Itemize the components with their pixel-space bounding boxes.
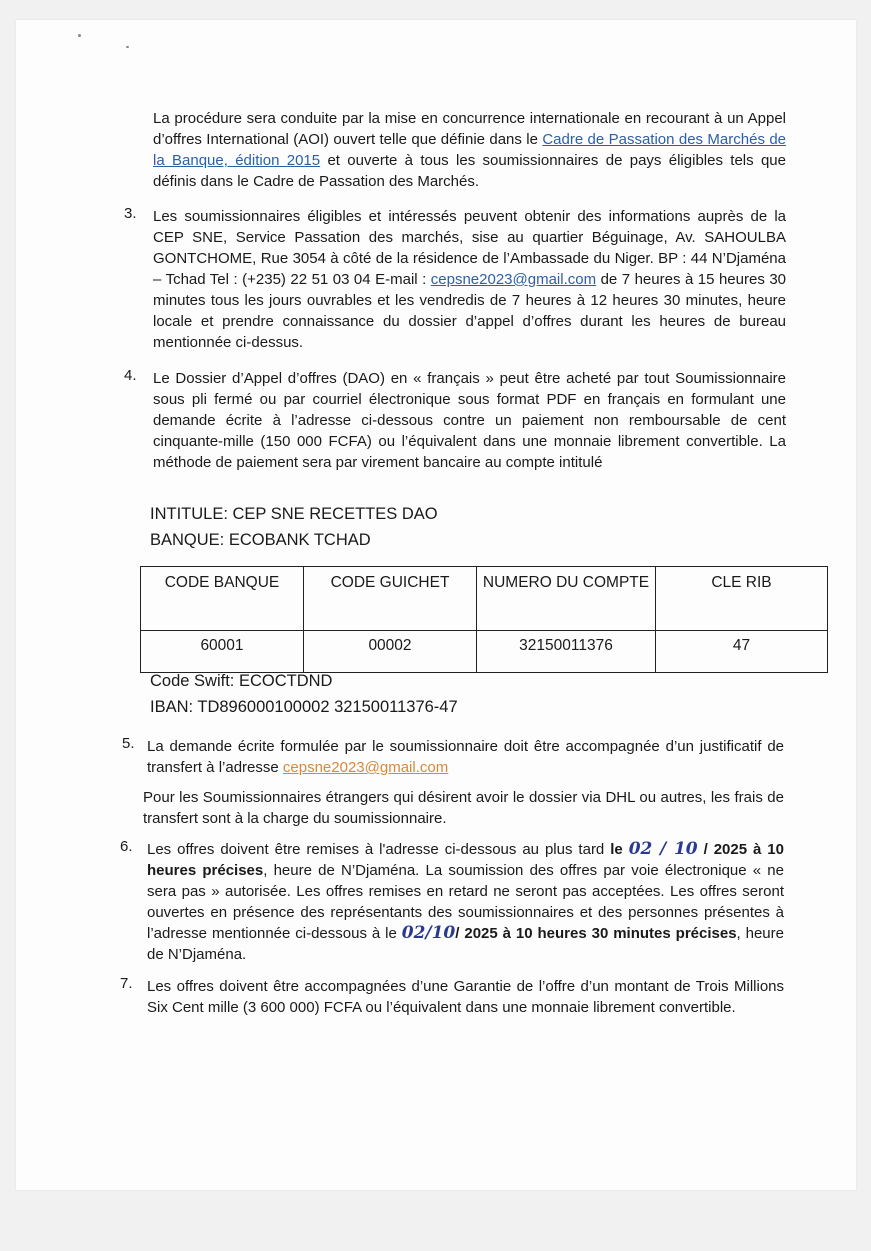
cell-code-guichet: 00002 <box>304 631 477 673</box>
item-6-text: Les offres doivent être remises à l'adresse ci-dessous au plus tard <box>147 841 611 858</box>
header-code-banque: CODE BANQUE <box>141 567 304 631</box>
account-title: INTITULE: CEP SNE RECETTES DAO <box>150 505 438 523</box>
item-5-paragraph-2: Pour les Soumissionnaires étrangers qui désirent avoir le dossier via DHL ou autres, les frais de transfert sont à la charge du soumissionnaire. <box>143 789 784 827</box>
cell-cle-rib: 47 <box>656 631 828 673</box>
table-header-row <box>141 567 828 631</box>
item-3-text: Les soumissionnaires éligibles et intéressés peuvent obtenir des informations auprès de la CEP SNE, Service Passation des marchés, sise au quartier Béguinage, Av. SAHOULBA GONTCHOME, Rue 3054 à côté de la résidence de l’Ambassade du Niger. BP : 44 N’Djaména – Tchad Tel : (+235) 22 51 03 04 E-mail : <box>153 208 786 288</box>
header-cle-rib: CLE RIB <box>656 567 828 631</box>
header-numero-compte: NUMERO DU COMPTE <box>477 567 656 631</box>
item-3-paragraph <box>153 206 786 353</box>
item-6-text-mid: , heure de N’Djaména. La soumission des offres par voie électronique « ne sera pas » autorisée. Les offres remises en retard ne seront pas acceptées. Les offres seront ouvertes en présence des représentants des soumissionnaires et des personnes présentes à l’adresse mentionnée ci-dessous à le <box>147 862 784 942</box>
cep-email-link[interactable]: cepsne2023@gmail.com <box>430 271 597 288</box>
transfer-email-link[interactable]: cepsne2023@gmail.com <box>282 759 449 776</box>
cell-numero-compte: 32150011376 <box>477 631 656 673</box>
item-4-number: 4. <box>124 367 137 384</box>
header-code-guichet: CODE GUICHET <box>304 567 477 631</box>
item-4-paragraph: Le Dossier d’Appel d’offres (DAO) en « français » peut être acheté par tout Soumissionnaire sous pli fermé ou par courriel électronique sous format PDF en français en formulant une demande écrite à l’adresse ci-dessous contre un paiement non remboursable de cent cinquante-mille (150 000 FCFA) ou l’équivalent dans une monnaie librement convertible. La méthode de paiement sera par virement bancaire au compte intitulé <box>153 370 786 471</box>
item-5-number: 5. <box>122 735 135 752</box>
item-3-number: 3. <box>124 205 137 222</box>
item-6-text-end: , heure de N’Djaména. <box>147 925 784 963</box>
item-6-bold-deadline: / 2025 à 10 heures précises <box>147 841 784 879</box>
item-6-number: 6. <box>120 838 133 855</box>
item-5-paragraph <box>147 736 784 778</box>
iban: IBAN: TD896000100002 32150011376-47 <box>150 698 458 716</box>
scan-speck <box>78 34 81 37</box>
intro-text-end: et ouverte à tous les soumissionnaires de pays éligibles tels que définis dans le Cadre de Passation des Marchés. <box>153 152 786 190</box>
scan-speck <box>126 46 129 48</box>
handwritten-date-1: 02 / 10 <box>628 839 698 859</box>
swift-code: Code Swift: ECOCTDND <box>150 672 333 690</box>
document-page <box>16 20 856 1190</box>
cell-code-banque: 60001 <box>141 631 304 673</box>
table-row <box>141 631 828 673</box>
item-6-bold-opening: / 2025 à 10 heures 30 minutes précises <box>455 925 737 942</box>
item-6-bold: le <box>610 841 629 858</box>
item-3-text-end: de 7 heures à 15 heures 30 minutes tous les jours ouvrables et les vendredis de 7 heures à 12 heures 30 minutes, heure locale et prendre connaissance du dossier d’appel d’offres durant les heures de bureau mentionnée ci-dessus. <box>153 271 786 351</box>
item-5-text: La demande écrite formulée par le soumissionnaire doit être accompagnée d’un justificatif de transfert à l’adresse <box>147 738 784 776</box>
handwritten-date-2: 02/10 <box>401 923 456 943</box>
intro-paragraph <box>153 108 786 192</box>
cadre-passation-link[interactable]: Cadre de Passation des Marchés de la Banque, édition 2015 <box>153 131 787 169</box>
intro-text: La procédure sera conduite par la mise en concurrence internationale en recourant à un Appel d’offres International (AOI) ouvert telle que définie dans le <box>153 110 786 148</box>
bank-details-table <box>140 566 828 673</box>
item-7-paragraph: Les offres doivent être accompagnées d’une Garantie de l’offre d’un montant de Trois Millions Six Cent mille (3 600 000) FCFA ou l’équivalent dans une monnaie librement convertible. <box>147 978 784 1016</box>
item-7-number: 7. <box>120 975 133 992</box>
item-6-paragraph <box>147 839 784 965</box>
bank-name: BANQUE: ECOBANK TCHAD <box>150 531 371 549</box>
